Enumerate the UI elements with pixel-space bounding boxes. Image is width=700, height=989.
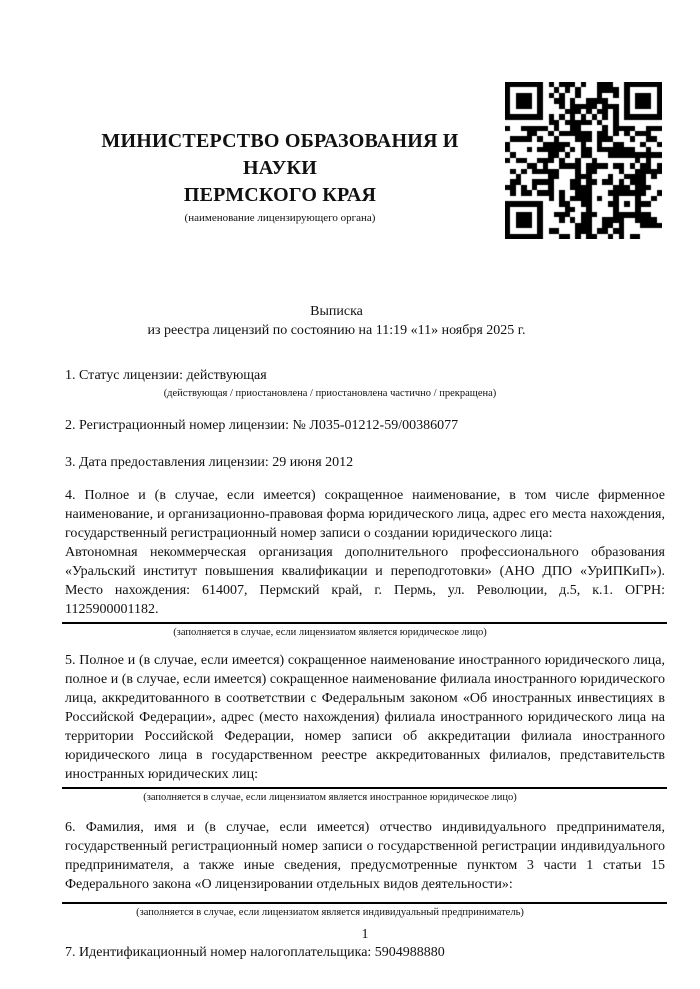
document-heading: [65, 302, 665, 340]
section-1-license-status: 1. Статус лицензии: действующая: [65, 368, 267, 383]
section-7-taxpayer-number: 7. Идентификационный номер налогоплательщика: 5904988880: [65, 945, 445, 960]
section-6-statute-text: 6. Фамилия, имя и (в случае, если имеется) отчество индивидуального предпринимателя, государственный регистрационный номер записи о государственной регистрации индивидуального предпринимателя, а также иные сведения, предусмотренные пунктом 3 части 1 статьи 15 Федерального закона «О лицензировании отдельных видов деятельности»:: [65, 820, 665, 892]
section-5-caption: (заполняется в случае, если лицензиатом является иностранное юридическое лицо): [143, 792, 517, 803]
section-6-blank-line: [62, 902, 667, 904]
section-5-statute-text: 5. Полное и (в случае, если имеется) сокращенное наименование иностранного юридического лица, полное и (в случае, если имеется) сокращенное наименование филиала иностранного юридического лица, аккредитованного в соответствии с Федеральным законом «Об иностранных инвестициях в Российской Федерации», адрес (место нахождения) филиала иностранного юридического лица на территории Российской Федерации, номер записи об аккредитации филиала иностранного юридического лица в государственном реестре аккредитованных филиалов, представительств иностранных юридических лиц:: [65, 653, 665, 782]
page-number: 1: [361, 927, 369, 942]
section-4-blank-line: [62, 622, 667, 624]
section-5-blank-line: [62, 787, 667, 789]
section-6-caption: (заполняется в случае, если лицензиатом является индивидуальный предприниматель): [136, 907, 524, 918]
section-4-statute-text: 4. Полное и (в случае, если имеется) сокращенное наименование, в том числе фирменное наименование, и организационно-правовая форма юридического лица, адрес его места нахождения, государственный регистрационный номер записи о создании юридического лица:: [65, 488, 665, 541]
qr-code-icon: [505, 82, 662, 239]
ministry-name-line2: ПЕРМСКОГО КРАЯ: [183, 184, 377, 206]
document-subtitle: из реестра лицензий по состоянию на 11:19 «11» ноября 2025 г.: [147, 323, 526, 338]
section-4-organization-value: Автономная некоммерческая организация дополнительного профессионального образования «Уральский институт повышения квалификации и переподготовки» (АНО ДПО «УрИПКиП»). Место нахождения: 614007, Пермский край, г. Пермь, ул. Революции, д.5, к.1. ОГРН: 1125900001182.: [65, 545, 665, 617]
section-3-license-date: 3. Дата предоставления лицензии: 29 июня 2012: [65, 455, 354, 470]
licensing-authority-caption: (наименование лицензирующего органа): [184, 212, 376, 224]
section-2-registration-number: 2. Регистрационный номер лицензии: № Л035-01212-59/00386077: [65, 418, 459, 433]
document-body: [65, 366, 665, 962]
section-1-caption: (действующая / приостановлена / приостановлена частично / прекращена): [163, 388, 497, 399]
ministry-name-line1: МИНИСТЕРСТВО ОБРАЗОВАНИЯ И НАУКИ: [101, 130, 459, 179]
ministry-header: [65, 128, 495, 225]
document-title: Выписка: [310, 304, 363, 319]
section-4-caption: (заполняется в случае, если лицензиатом является юридическое лицо): [173, 627, 487, 638]
